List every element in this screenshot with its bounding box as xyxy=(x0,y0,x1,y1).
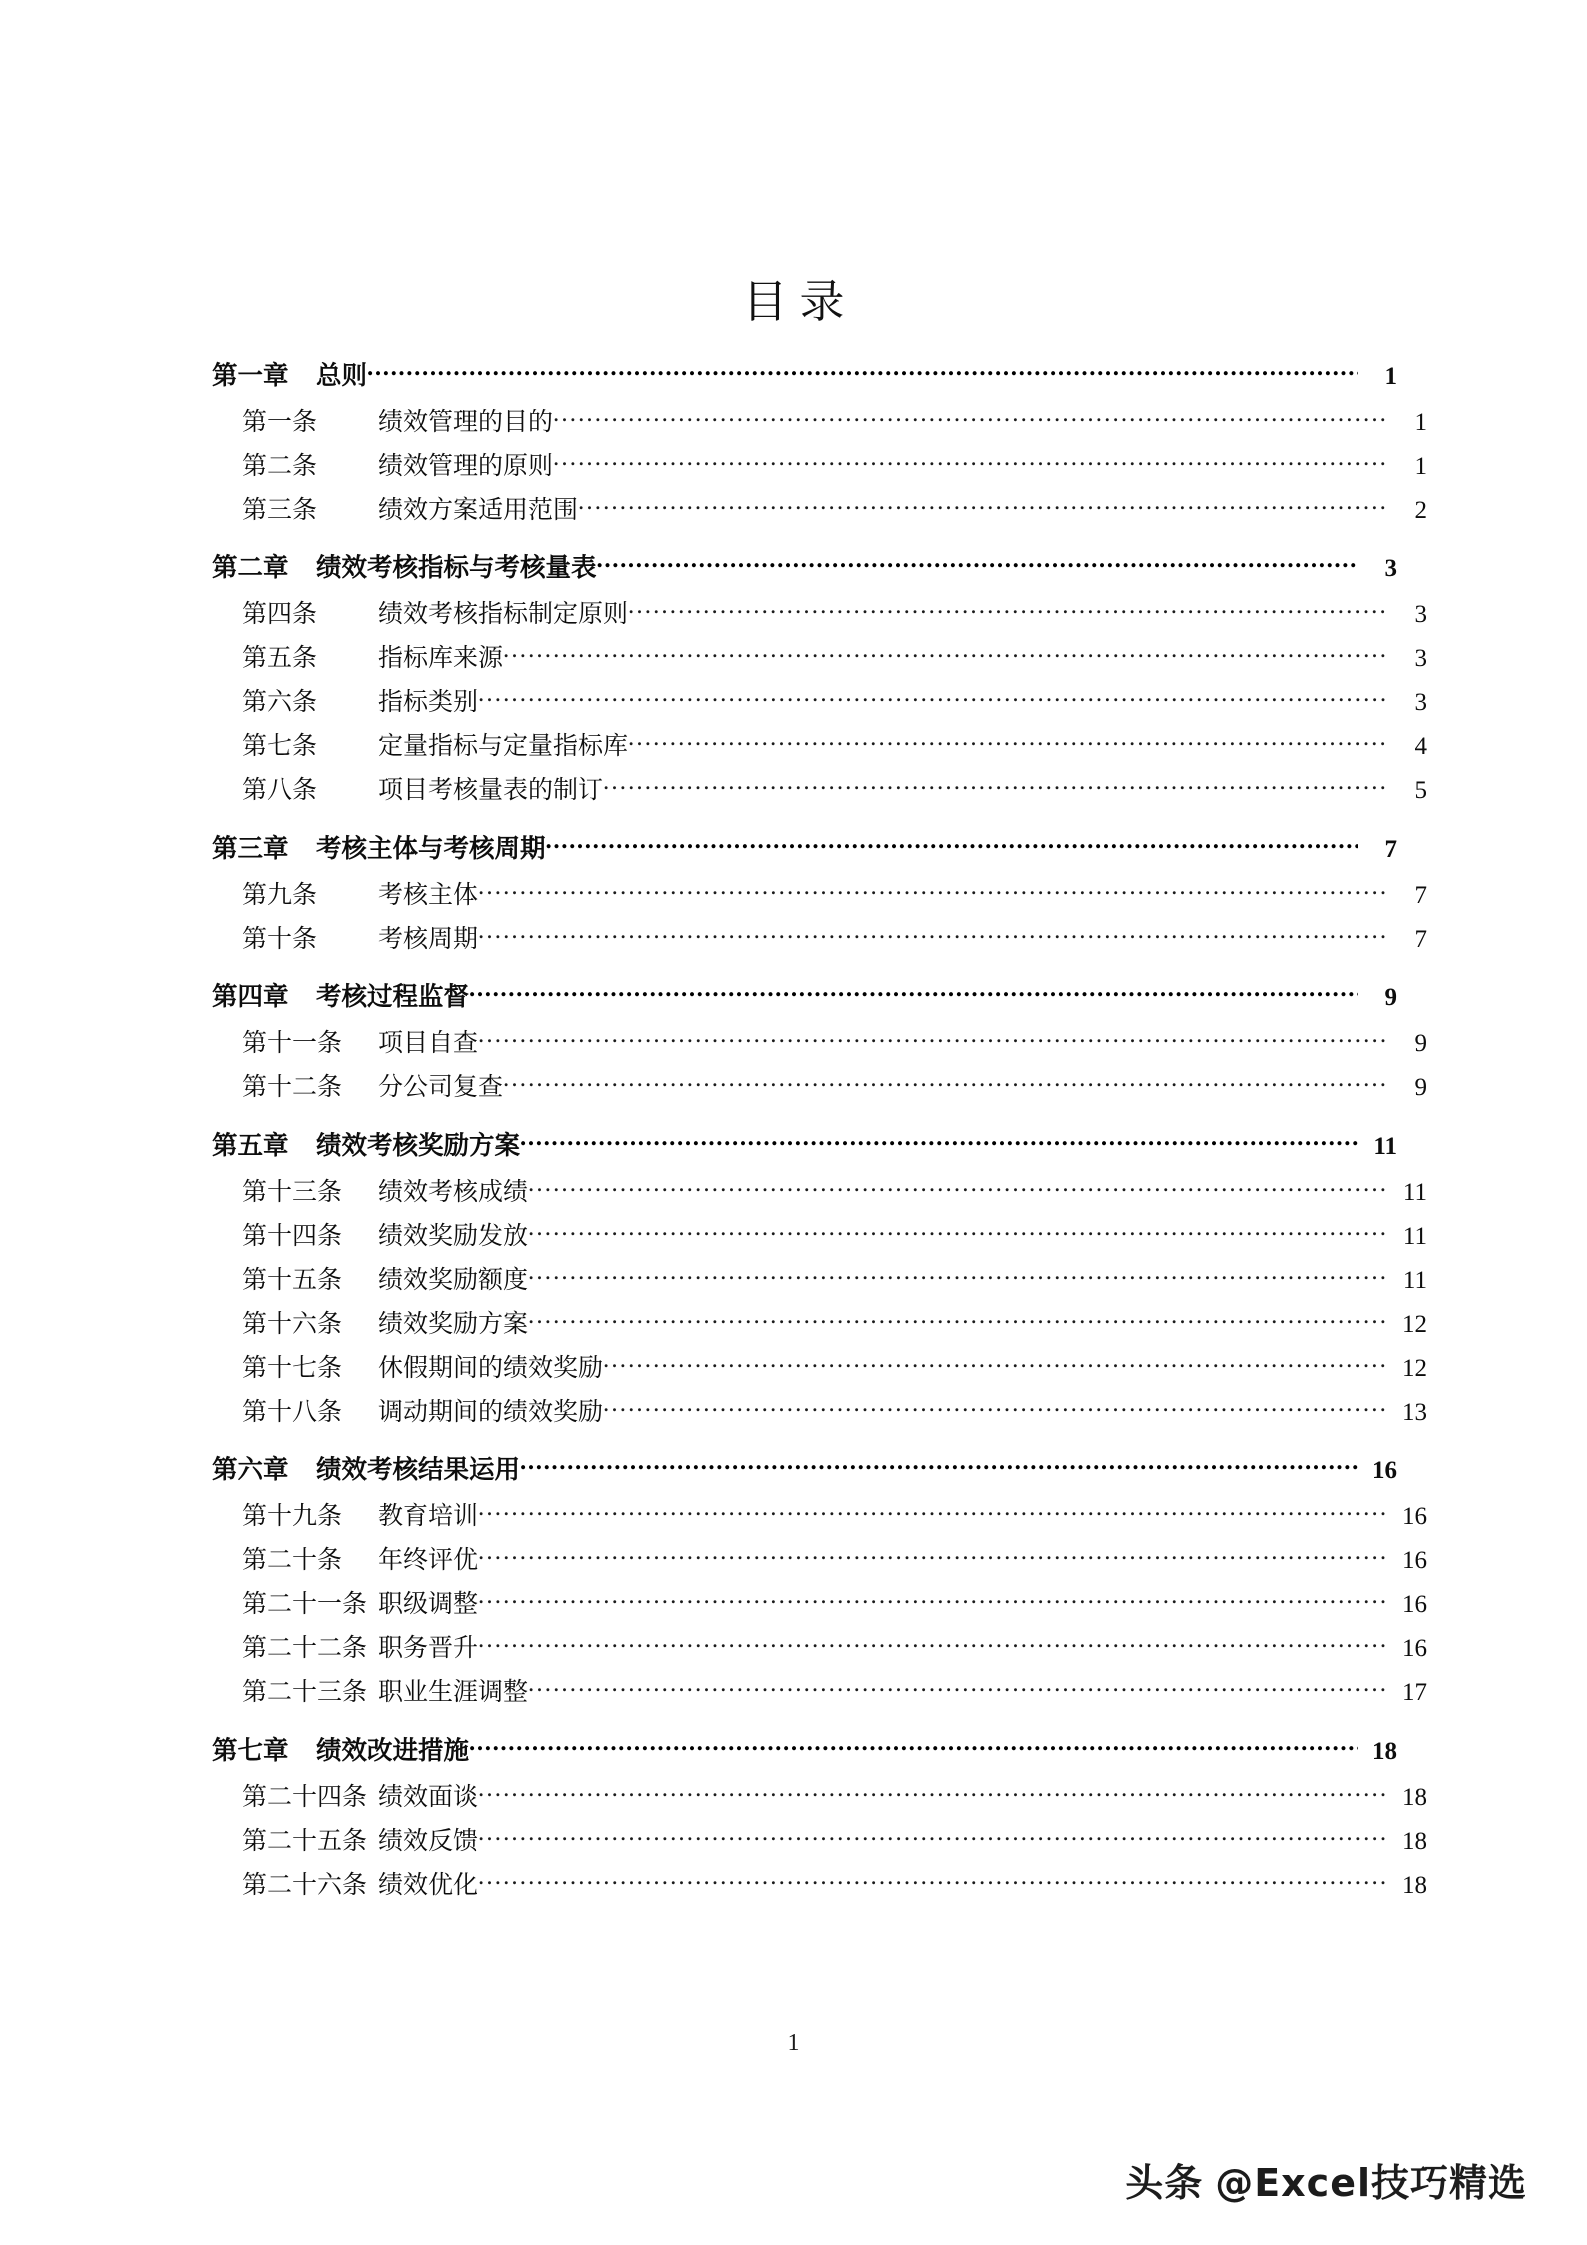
toc-page-number: 12 xyxy=(1402,1354,1427,1382)
toc-entry-number: 第七条 xyxy=(242,733,318,760)
toc-dot-leader xyxy=(478,878,1388,903)
toc-entry-number: 第一章 xyxy=(212,360,289,390)
toc-entry-label xyxy=(242,600,628,629)
toc-article-row[interactable] xyxy=(212,1587,1427,1619)
toc-page-number: 18 xyxy=(1372,1737,1397,1765)
toc-entry-title: 绩效反馈 xyxy=(378,1827,479,1855)
toc-entry-title: 职级调整 xyxy=(378,1591,479,1618)
toc-article-row[interactable] xyxy=(212,773,1427,805)
toc-article-row[interactable] xyxy=(212,597,1427,629)
toc-dot-leader xyxy=(528,1263,1388,1288)
toc-entry-number: 第三条 xyxy=(242,496,318,524)
toc-entry-label xyxy=(242,1634,478,1663)
toc-entry-number: 第五条 xyxy=(242,645,318,672)
toc-dot-leader xyxy=(503,641,1388,666)
toc-dot-leader xyxy=(553,405,1388,430)
toc-dot-leader xyxy=(578,493,1388,518)
toc-dot-leader xyxy=(478,922,1388,947)
toc-entry-label xyxy=(242,925,478,954)
toc-article-row[interactable] xyxy=(212,1780,1427,1812)
toc-page-number: 11 xyxy=(1402,1222,1427,1250)
toc-entry-number: 第十二条 xyxy=(242,1074,343,1101)
toc-entry-number: 第十三条 xyxy=(242,1178,343,1206)
toc-page-number: 2 xyxy=(1414,496,1427,524)
toc-entry-title: 调动期间的绩效奖励 xyxy=(378,1398,604,1426)
toc-page-number: 13 xyxy=(1402,1398,1427,1426)
toc-page-number: 16 xyxy=(1372,1457,1397,1484)
toc-entry-number: 第十八条 xyxy=(242,1398,343,1426)
toc-entry-title: 绩效方案适用范围 xyxy=(378,496,579,524)
toc-entry-label xyxy=(212,982,469,1011)
toc-page-number: 16 xyxy=(1402,1635,1427,1662)
toc-dot-leader xyxy=(603,773,1388,798)
toc-entry-title: 职业生涯调整 xyxy=(378,1679,529,1706)
toc-entry-label xyxy=(242,881,478,910)
toc-entry-label xyxy=(242,1398,603,1427)
toc-article-row[interactable] xyxy=(212,685,1427,717)
toc-article-row[interactable] xyxy=(212,641,1427,673)
toc-dot-leader xyxy=(478,1026,1388,1051)
toc-page-number: 12 xyxy=(1402,1310,1427,1338)
toc-entry-label xyxy=(242,1222,528,1251)
toc-chapter-row[interactable] xyxy=(212,1128,1397,1161)
toc-article-row[interactable] xyxy=(212,922,1427,954)
toc-entry-number: 第十一条 xyxy=(242,1030,343,1057)
toc-article-row[interactable] xyxy=(212,493,1427,525)
toc-entry-number: 第六章 xyxy=(212,1455,289,1484)
toc-entry-number: 第二十三条 xyxy=(242,1679,368,1706)
toc-page-number: 7 xyxy=(1414,881,1427,909)
toc-article-row[interactable] xyxy=(212,1824,1427,1856)
toc-article-row[interactable] xyxy=(212,1395,1427,1427)
toc-page-number: 1 xyxy=(1414,408,1427,436)
toc-entry-label xyxy=(212,834,546,863)
toc-dot-leader xyxy=(478,1780,1388,1805)
toc-entry-number: 第二章 xyxy=(212,553,289,582)
toc-page-number: 1 xyxy=(1384,362,1397,390)
toc-entry-label xyxy=(242,1590,478,1619)
toc-dot-leader xyxy=(478,685,1388,710)
toc-article-row[interactable] xyxy=(212,449,1427,481)
toc-entry-number: 第一条 xyxy=(242,408,318,436)
toc-entry-title: 考核周期 xyxy=(378,925,479,953)
toc-entry-label xyxy=(242,1266,528,1295)
toc-entry-title: 绩效管理的原则 xyxy=(378,452,554,480)
toc-article-row[interactable] xyxy=(212,1631,1427,1663)
toc-page-number: 11 xyxy=(1402,1178,1427,1206)
toc-page-number: 18 xyxy=(1402,1827,1427,1855)
toc-entry-label xyxy=(242,1871,478,1900)
toc-chapter-row[interactable] xyxy=(212,1453,1397,1486)
toc-entry-number: 第十条 xyxy=(242,925,318,953)
toc-entry-label xyxy=(242,1310,528,1339)
toc-entry-title: 考核过程监督 xyxy=(316,982,470,1011)
toc-entry-number: 第二条 xyxy=(242,452,318,480)
toc-entry-number: 第八条 xyxy=(242,777,318,804)
toc-entry-title: 绩效奖励额度 xyxy=(378,1266,529,1294)
toc-entry-number: 第十四条 xyxy=(242,1222,343,1250)
toc-article-row[interactable] xyxy=(212,1175,1427,1207)
toc-page-number: 9 xyxy=(1384,984,1397,1011)
toc-dot-leader xyxy=(478,1543,1388,1568)
footer-page-number: 1 xyxy=(787,2030,800,2056)
toc-entry-number: 第四条 xyxy=(242,601,318,628)
toc-entry-label xyxy=(212,1736,469,1765)
toc-page-number: 3 xyxy=(1414,601,1427,628)
toc-article-row[interactable] xyxy=(212,1219,1427,1251)
toc-page-number: 16 xyxy=(1402,1591,1427,1618)
toc-page-number: 11 xyxy=(1373,1132,1397,1160)
toc-entry-number: 第七章 xyxy=(212,1735,289,1765)
toc-entry-label xyxy=(212,361,367,390)
toc-entry-title: 绩效改进措施 xyxy=(316,1735,470,1765)
toc-entry-label xyxy=(212,1131,520,1160)
toc-article-row[interactable] xyxy=(212,1543,1427,1575)
toc-dot-leader xyxy=(528,1175,1388,1200)
toc-dot-leader xyxy=(469,1733,1358,1759)
toc-entry-number: 第二十六条 xyxy=(242,1871,368,1899)
toc-entry-title: 绩效考核指标制定原则 xyxy=(378,601,629,628)
page-title: 目录 xyxy=(742,277,857,327)
toc-page-number: 3 xyxy=(1414,645,1427,672)
toc-entry-label xyxy=(242,1546,478,1575)
toc-dot-leader xyxy=(546,831,1358,857)
toc-page-number: 9 xyxy=(1414,1074,1427,1101)
toc-entry-title: 年终评优 xyxy=(378,1547,479,1574)
toc-article-row[interactable] xyxy=(212,1263,1427,1295)
toc-entry-label xyxy=(242,408,553,437)
toc-dot-leader xyxy=(469,980,1358,1006)
toc-dot-leader xyxy=(520,1128,1358,1154)
toc-entry-title: 总则 xyxy=(316,360,368,390)
toc-article-row[interactable] xyxy=(212,405,1427,437)
toc-page-number: 18 xyxy=(1402,1783,1427,1811)
toc-entry-label xyxy=(242,688,478,717)
toc-page-number: 3 xyxy=(1384,555,1397,582)
toc-entry-label xyxy=(242,644,503,673)
toc-entry-number: 第九条 xyxy=(242,881,318,909)
watermark-brand: 头条 xyxy=(1125,2161,1204,2205)
toc-article-row[interactable] xyxy=(212,729,1427,761)
toc-article-row[interactable] xyxy=(212,1868,1427,1900)
toc-dot-leader xyxy=(478,1824,1388,1849)
toc-dot-leader xyxy=(478,1587,1388,1612)
toc-article-row[interactable] xyxy=(212,1307,1427,1339)
toc-entry-title: 考核主体与考核周期 xyxy=(316,833,546,863)
toc-entry-title: 绩效奖励方案 xyxy=(378,1310,529,1338)
toc-article-row[interactable] xyxy=(212,878,1427,910)
toc-entry-label xyxy=(242,1827,478,1856)
toc-page-number: 1 xyxy=(1414,452,1427,480)
toc-entry-label xyxy=(242,776,603,805)
toc-entry-number: 第十七条 xyxy=(242,1354,343,1382)
toc-entry-label xyxy=(212,1455,520,1484)
toc-entry-title: 项目自查 xyxy=(378,1030,479,1057)
toc-page-number: 18 xyxy=(1402,1871,1427,1899)
toc-entry-number: 第三章 xyxy=(212,833,289,863)
toc-entry-title: 指标类别 xyxy=(378,689,479,716)
toc-entry-number: 第六条 xyxy=(242,689,318,716)
toc-entry-number: 第二十五条 xyxy=(242,1827,368,1855)
toc-article-row[interactable] xyxy=(212,1026,1427,1058)
toc-entry-title: 休假期间的绩效奖励 xyxy=(378,1354,604,1382)
watermark xyxy=(1125,2152,1527,2207)
toc-entry-number: 第十九条 xyxy=(242,1503,343,1530)
toc-entry-label xyxy=(242,1502,478,1531)
toc-dot-leader xyxy=(628,597,1388,622)
toc-article-row[interactable] xyxy=(212,1675,1427,1707)
toc-dot-leader xyxy=(478,1499,1388,1524)
table-of-contents xyxy=(212,358,1427,1900)
toc-entry-title: 指标库来源 xyxy=(378,645,504,672)
toc-entry-number: 第四章 xyxy=(212,982,289,1011)
toc-entry-title: 绩效奖励发放 xyxy=(378,1222,529,1250)
toc-dot-leader xyxy=(603,1395,1388,1420)
toc-entry-title: 绩效面谈 xyxy=(378,1783,479,1811)
toc-dot-leader xyxy=(553,449,1388,474)
toc-page-number: 3 xyxy=(1414,689,1427,716)
toc-entry-title: 考核主体 xyxy=(378,881,479,909)
toc-entry-number: 第二十一条 xyxy=(242,1591,368,1618)
toc-dot-leader xyxy=(503,1070,1388,1095)
toc-dot-leader xyxy=(478,1631,1388,1656)
toc-entry-label xyxy=(242,1678,528,1707)
toc-article-row[interactable] xyxy=(212,1351,1427,1383)
toc-entry-label xyxy=(242,1178,528,1207)
toc-page-number: 16 xyxy=(1402,1503,1427,1530)
toc-dot-leader xyxy=(603,1351,1388,1376)
toc-entry-title: 绩效管理的目的 xyxy=(378,408,554,436)
toc-dot-leader xyxy=(528,1675,1388,1700)
toc-chapter-row[interactable] xyxy=(212,551,1397,584)
toc-page-number: 11 xyxy=(1402,1266,1427,1294)
toc-chapter-row[interactable] xyxy=(212,980,1397,1013)
toc-entry-title: 教育培训 xyxy=(378,1503,479,1530)
toc-entry-number: 第五章 xyxy=(212,1130,289,1160)
toc-entry-title: 分公司复查 xyxy=(378,1074,504,1101)
watermark-handle: @Excel技巧精选 xyxy=(1215,2161,1527,2205)
toc-entry-title: 绩效考核奖励方案 xyxy=(316,1130,521,1160)
toc-page-number: 9 xyxy=(1414,1030,1427,1057)
toc-chapter-row[interactable] xyxy=(212,1733,1397,1766)
toc-entry-number: 第二十条 xyxy=(242,1547,343,1574)
toc-entry-title: 项目考核量表的制订 xyxy=(378,777,604,804)
toc-entry-number: 第十五条 xyxy=(242,1266,343,1294)
toc-dot-leader xyxy=(478,1868,1388,1893)
toc-entry-label xyxy=(242,1783,478,1812)
toc-chapter-row[interactable] xyxy=(212,358,1397,391)
toc-page-number: 5 xyxy=(1414,777,1427,804)
toc-dot-leader xyxy=(520,1453,1358,1479)
toc-dot-leader xyxy=(528,1307,1388,1332)
toc-entry-label xyxy=(242,452,553,481)
toc-chapter-row[interactable] xyxy=(212,831,1397,864)
toc-entry-number: 第十六条 xyxy=(242,1310,343,1338)
toc-entry-label xyxy=(242,1073,503,1102)
toc-dot-leader xyxy=(628,729,1388,754)
toc-entry-number: 第二十二条 xyxy=(242,1635,368,1662)
toc-page-number: 17 xyxy=(1402,1679,1427,1706)
toc-page-number: 16 xyxy=(1402,1547,1427,1574)
toc-entry-title: 职务晋升 xyxy=(378,1635,479,1662)
toc-page-number: 7 xyxy=(1384,835,1397,863)
toc-entry-label xyxy=(242,732,628,761)
toc-dot-leader xyxy=(528,1219,1388,1244)
toc-entry-title: 定量指标与定量指标库 xyxy=(378,733,629,760)
toc-entry-title: 绩效考核成绩 xyxy=(378,1178,529,1206)
toc-entry-label xyxy=(242,1029,478,1058)
toc-entry-label xyxy=(212,553,597,582)
toc-entry-label xyxy=(242,1354,603,1383)
toc-article-row[interactable] xyxy=(212,1499,1427,1531)
toc-entry-number: 第二十四条 xyxy=(242,1783,368,1811)
toc-entry-title: 绩效考核指标与考核量表 xyxy=(316,553,597,582)
toc-entry-title: 绩效考核结果运用 xyxy=(316,1455,521,1484)
toc-entry-label xyxy=(242,496,578,525)
toc-entry-title: 绩效优化 xyxy=(378,1871,479,1899)
toc-dot-leader xyxy=(367,358,1358,384)
toc-page-number: 7 xyxy=(1414,925,1427,953)
toc-article-row[interactable] xyxy=(212,1070,1427,1102)
toc-dot-leader xyxy=(597,551,1358,577)
toc-page-number: 4 xyxy=(1414,733,1427,760)
